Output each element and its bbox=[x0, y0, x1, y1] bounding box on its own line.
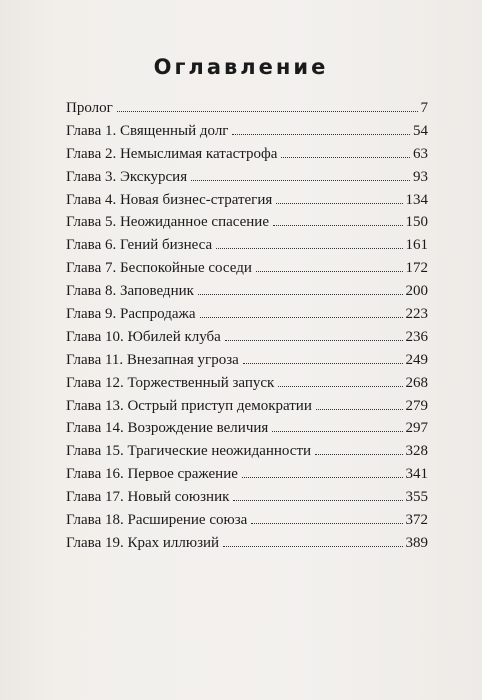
dot-leader bbox=[315, 453, 402, 455]
dot-leader bbox=[198, 293, 403, 295]
toc-entry-page: 134 bbox=[405, 191, 428, 208]
toc-entry bbox=[66, 283, 428, 306]
toc-entry-page: 236 bbox=[405, 328, 428, 345]
table-of-contents bbox=[66, 100, 428, 558]
toc-entry-title: Глава 4. Новая бизнес-стратегия bbox=[66, 191, 273, 208]
toc-entry bbox=[66, 443, 428, 466]
toc-entry bbox=[66, 466, 428, 489]
toc-entry-title: Глава 16. Первое сражение bbox=[66, 466, 238, 483]
dot-leader bbox=[216, 247, 402, 249]
toc-entry-page: 268 bbox=[405, 374, 428, 391]
toc-entry-page: 7 bbox=[420, 100, 428, 116]
toc-entry bbox=[66, 512, 428, 535]
toc-entry-page: 93 bbox=[413, 168, 428, 185]
toc-entry bbox=[66, 375, 428, 398]
toc-entry-page: 372 bbox=[405, 512, 428, 529]
toc-entry-title: Глава 12. Торжественный запуск bbox=[66, 374, 275, 391]
toc-entry-page: 161 bbox=[405, 237, 428, 254]
toc-entry-title: Глава 19. Крах иллюзий bbox=[66, 534, 220, 551]
toc-entry-title: Глава 17. Новый союзник bbox=[66, 489, 230, 506]
toc-entry bbox=[66, 489, 428, 512]
toc-entry-title: Глава 5. Неожиданное спасение bbox=[66, 214, 269, 231]
toc-entry-title: Глава 9. Распродажа bbox=[66, 306, 196, 323]
toc-entry-title: Глава 15. Трагические неожиданности bbox=[66, 443, 312, 460]
toc-entry-title: Глава 2. Немыслимая катастрофа bbox=[66, 145, 278, 162]
toc-entry bbox=[66, 352, 428, 375]
dot-leader bbox=[316, 408, 403, 410]
toc-entry-title: Глава 10. Юбилей клуба bbox=[66, 328, 221, 345]
dot-leader bbox=[191, 179, 410, 181]
toc-entry-title: Глава 8. Заповедник bbox=[66, 283, 194, 300]
toc-entry-title: Глава 14. Возрождение величия bbox=[66, 420, 269, 437]
dot-leader bbox=[117, 110, 418, 112]
toc-entry-title: Глава 6. Гений бизнеса bbox=[66, 237, 213, 254]
toc-entry bbox=[66, 260, 428, 283]
toc-entry bbox=[66, 420, 428, 443]
toc-entry-page: 63 bbox=[413, 145, 428, 162]
page-title: Оглавление bbox=[153, 55, 329, 79]
toc-entry-title: Глава 3. Экскурсия bbox=[66, 168, 188, 185]
toc-entry-page: 341 bbox=[405, 466, 428, 483]
dot-leader bbox=[242, 476, 403, 478]
toc-entry-title: Глава 7. Беспокойные соседи bbox=[66, 260, 252, 277]
toc-entry bbox=[66, 192, 428, 215]
toc-entry-page: 172 bbox=[405, 260, 428, 277]
dot-leader bbox=[251, 522, 402, 524]
toc-entry bbox=[66, 100, 428, 123]
toc-entry-page: 249 bbox=[405, 351, 428, 368]
toc-entry-page: 54 bbox=[413, 122, 428, 139]
toc-entry bbox=[66, 214, 428, 237]
dot-leader bbox=[281, 156, 410, 158]
toc-entry-page: 223 bbox=[405, 306, 428, 323]
dot-leader bbox=[200, 316, 403, 318]
toc-entry-page: 328 bbox=[405, 443, 428, 460]
toc-entry-page: 355 bbox=[405, 489, 428, 506]
dot-leader bbox=[278, 385, 402, 387]
toc-entry-page: 279 bbox=[405, 397, 428, 414]
toc-entry bbox=[66, 146, 428, 169]
toc-entry bbox=[66, 237, 428, 260]
toc-entry-page: 200 bbox=[405, 283, 428, 300]
toc-entry-page: 297 bbox=[405, 420, 428, 437]
dot-leader bbox=[225, 339, 403, 341]
dot-leader bbox=[243, 362, 403, 364]
dot-leader bbox=[232, 133, 410, 135]
toc-entry bbox=[66, 329, 428, 352]
toc-entry-page: 150 bbox=[405, 214, 428, 231]
toc-entry-title: Глава 13. Острый приступ демократии bbox=[66, 397, 312, 414]
toc-entry-title: Глава 1. Священный долг bbox=[66, 122, 229, 139]
toc-entry bbox=[66, 123, 428, 146]
dot-leader bbox=[273, 224, 403, 226]
toc-entry bbox=[66, 306, 428, 329]
dot-leader bbox=[233, 499, 402, 501]
toc-entry-title: Пролог bbox=[66, 100, 113, 116]
dot-leader bbox=[223, 545, 402, 547]
dot-leader bbox=[256, 270, 403, 272]
toc-entry bbox=[66, 535, 428, 558]
dot-leader bbox=[276, 202, 402, 204]
toc-entry-title: Глава 18. Расширение союза bbox=[66, 512, 248, 529]
toc-entry-page: 389 bbox=[405, 534, 428, 551]
toc-entry bbox=[66, 398, 428, 421]
dot-leader bbox=[272, 430, 402, 432]
toc-entry-title: Глава 11. Внезапная угроза bbox=[66, 351, 239, 368]
toc-entry bbox=[66, 169, 428, 192]
